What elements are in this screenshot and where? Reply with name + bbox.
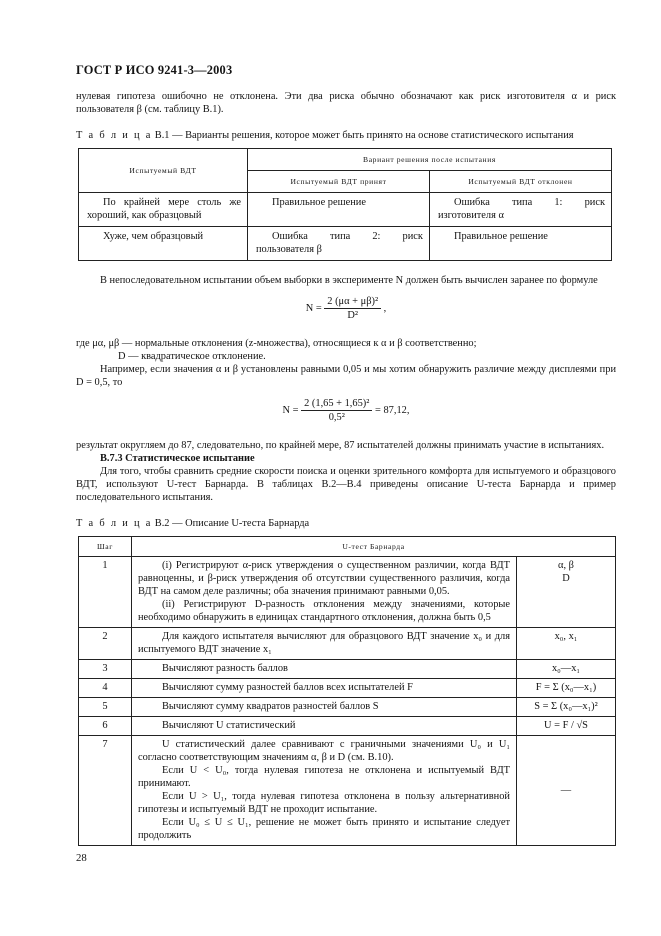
table1-col-group: Вариант решения после испытания: [248, 149, 612, 171]
table2-caption-prefix: Т а б л и ц а: [76, 518, 153, 529]
step-number: 2: [79, 628, 132, 660]
table1-col-accepted: Испытуемый ВДТ принят: [248, 171, 430, 193]
step-description: [132, 717, 517, 736]
step-symbols: [517, 679, 616, 698]
symbol-text: —: [560, 784, 572, 796]
step-number: 1: [79, 557, 132, 628]
step-description: [132, 736, 517, 846]
step-description: [132, 698, 517, 717]
example-paragraph: Например, если значения α и β установлены равными 0,05 и мы хотим обнаружить различие между дисплеями при D = 0,5, то: [76, 364, 616, 388]
step-description: [132, 679, 517, 698]
example-formula: [76, 397, 616, 433]
table1-col-rejected: Испытуемый ВДТ отклонен: [429, 171, 611, 193]
table-row: [79, 679, 616, 698]
step-text: (ii) Регистрируют D-разность отклонения между значениями, которые необходимо обнаружить в единицах стандартного отклонения, должна быть 0,5: [138, 599, 510, 623]
step-symbols: [517, 557, 616, 628]
step-symbols: [517, 660, 616, 679]
step-text: Вычисляют сумму квадратов разностей баллов S: [162, 701, 379, 712]
barnard-test-table: [78, 536, 616, 846]
table1-caption: [76, 129, 616, 142]
formula1-fraction: [324, 295, 381, 322]
document-page: [76, 64, 616, 846]
formula1-numerator: 2 (μα + μβ)²: [324, 295, 381, 309]
table2-caption: [76, 517, 616, 530]
table-row: [79, 227, 612, 261]
where-line-1: где μα, μβ — нормальные отклонения (z-множества), относящиеся к α и β соответственно;: [76, 338, 477, 349]
step-number: 5: [79, 698, 132, 717]
table-cell: По крайней мере столь же хороший, как образцовый: [79, 193, 248, 227]
table2-body: [79, 557, 616, 846]
step-description: [132, 557, 517, 628]
step-text: Вычисляют сумму разностей баллов всех испытателей F: [162, 682, 413, 693]
result-paragraph: результат округляем до 87, следовательно, по крайней мере, 87 испытателей должны принимать участие в испытаниях.: [76, 440, 605, 451]
table2-col-test: U-тест Барнарда: [132, 537, 616, 557]
table-cell: Ошибка типа 2: риск пользователя β: [248, 227, 430, 261]
formula1-lhs: N =: [305, 302, 322, 314]
table-cell: Ошибка типа 1: риск изготовителя α: [429, 193, 611, 227]
table-row: [79, 698, 616, 717]
formula2-denominator: 0,5²: [328, 412, 345, 423]
step-text: Если U > U₁, тогда нулевая гипотеза отклонена в пользу альтернативной гипотезы и испытуемый ВДТ не проходит испытание.: [138, 791, 510, 815]
formula2-numerator: 2 (1,65 + 1,65)²: [301, 397, 372, 411]
step-symbols: [517, 698, 616, 717]
table-cell: Правильное решение: [429, 227, 611, 261]
standard-header: ГОСТ Р ИСО 9241-3—2003: [76, 63, 233, 77]
step-text: Вычисляют разность баллов: [162, 663, 288, 674]
step-text: U статистический далее сравнивают с граничными значениями U₀ и U₁ согласно соответствующим значениям α, β и D (см. В.10).: [138, 739, 510, 763]
step-text: (i) Регистрируют α-риск утверждения о существенном различии, когда ВДТ равноценны, и β-риск утверждения об отсутствии существенного различия, когда ВДТ на самом деле различны; оба значения принимают равными 0,05.: [138, 560, 510, 597]
table1-caption-text: B.1 — Варианты решения, которое может быть принято на основе статистического испытания: [154, 130, 574, 141]
formula1-denominator: D²: [347, 310, 358, 321]
step-number: 4: [79, 679, 132, 698]
page-number: 28: [76, 852, 87, 864]
table2-col-step: Шаг: [79, 537, 132, 557]
symbol-text: α, β: [558, 560, 574, 571]
symbol-text: F = Σ (x₀—x₁): [535, 682, 597, 693]
step-text: Для каждого испытателя вычисляют для образцового ВДТ значение x₀ и для испытуемого ВДТ значение x₁: [138, 631, 510, 655]
symbol-text: S = Σ (x₀—x₁)²: [534, 701, 598, 712]
step-text: Вычисляют U статистический: [162, 720, 296, 731]
intro-paragraph: нулевая гипотеза ошибочно не отклонена. Эти два риска обычно обозначают как риск изготовителя α и риск пользователя β (см. таблицу B.1).: [76, 91, 616, 115]
section-heading: В.7.3 Статистическое испытание: [100, 453, 255, 464]
decision-table: [78, 148, 612, 261]
table-row: [79, 717, 616, 736]
table1-col-tested: Испытуемый ВДТ: [79, 149, 248, 193]
symbol-text: x₀—x₁: [551, 663, 581, 674]
table-cell: Хуже, чем образцовый: [79, 227, 248, 261]
formula1-tail: ,: [383, 302, 387, 314]
formula2-lhs: N =: [282, 404, 299, 416]
symbol-text: U = F / √S: [544, 720, 588, 731]
symbol-text: D: [562, 573, 570, 584]
step-text: Если U₀ ≤ U ≤ U₁, решение не может быть принято и испытание следует продолжить: [138, 817, 510, 841]
step-number: 7: [79, 736, 132, 846]
table-row: [79, 628, 616, 660]
step-symbols: [517, 717, 616, 736]
formula2-fraction: [301, 397, 372, 424]
step-number: 6: [79, 717, 132, 736]
sample-size-formula: [76, 295, 616, 331]
table-row: [79, 193, 612, 227]
table-row: [79, 736, 616, 846]
table-row: [79, 660, 616, 679]
table-cell: Правильное решение: [248, 193, 430, 227]
where-line-2: D — квадратическое отклонение.: [118, 351, 266, 362]
step-description: [132, 628, 517, 660]
section-paragraph: Для того, чтобы сравнить средние скорости поиска и оценки зрительного комфорта для испытуемого и образцового ВДТ, используют U-тест Барнарда. В таблицах В.2—В.4 приведены описание U-теста Барнарда и пример последовательного испытания.: [76, 466, 616, 503]
step-description: [132, 660, 517, 679]
step-symbols: [517, 628, 616, 660]
table-row: [79, 557, 616, 628]
formula2-tail: = 87,12,: [375, 404, 410, 416]
step-symbols: [517, 736, 616, 846]
step-text: Если U < U₀, тогда нулевая гипотеза не отклонена и испытуемый ВДТ принимают.: [138, 765, 510, 789]
table1-caption-prefix: Т а б л и ц а: [76, 130, 153, 141]
symbol-text: x₀, x₁: [554, 631, 578, 642]
table2-caption-text: В.2 — Описание U-теста Барнарда: [154, 518, 310, 529]
step-number: 3: [79, 660, 132, 679]
sample-size-paragraph: В непоследовательном испытании объем выборки в эксперименте N должен быть вычислен заранее по формуле: [100, 275, 598, 286]
